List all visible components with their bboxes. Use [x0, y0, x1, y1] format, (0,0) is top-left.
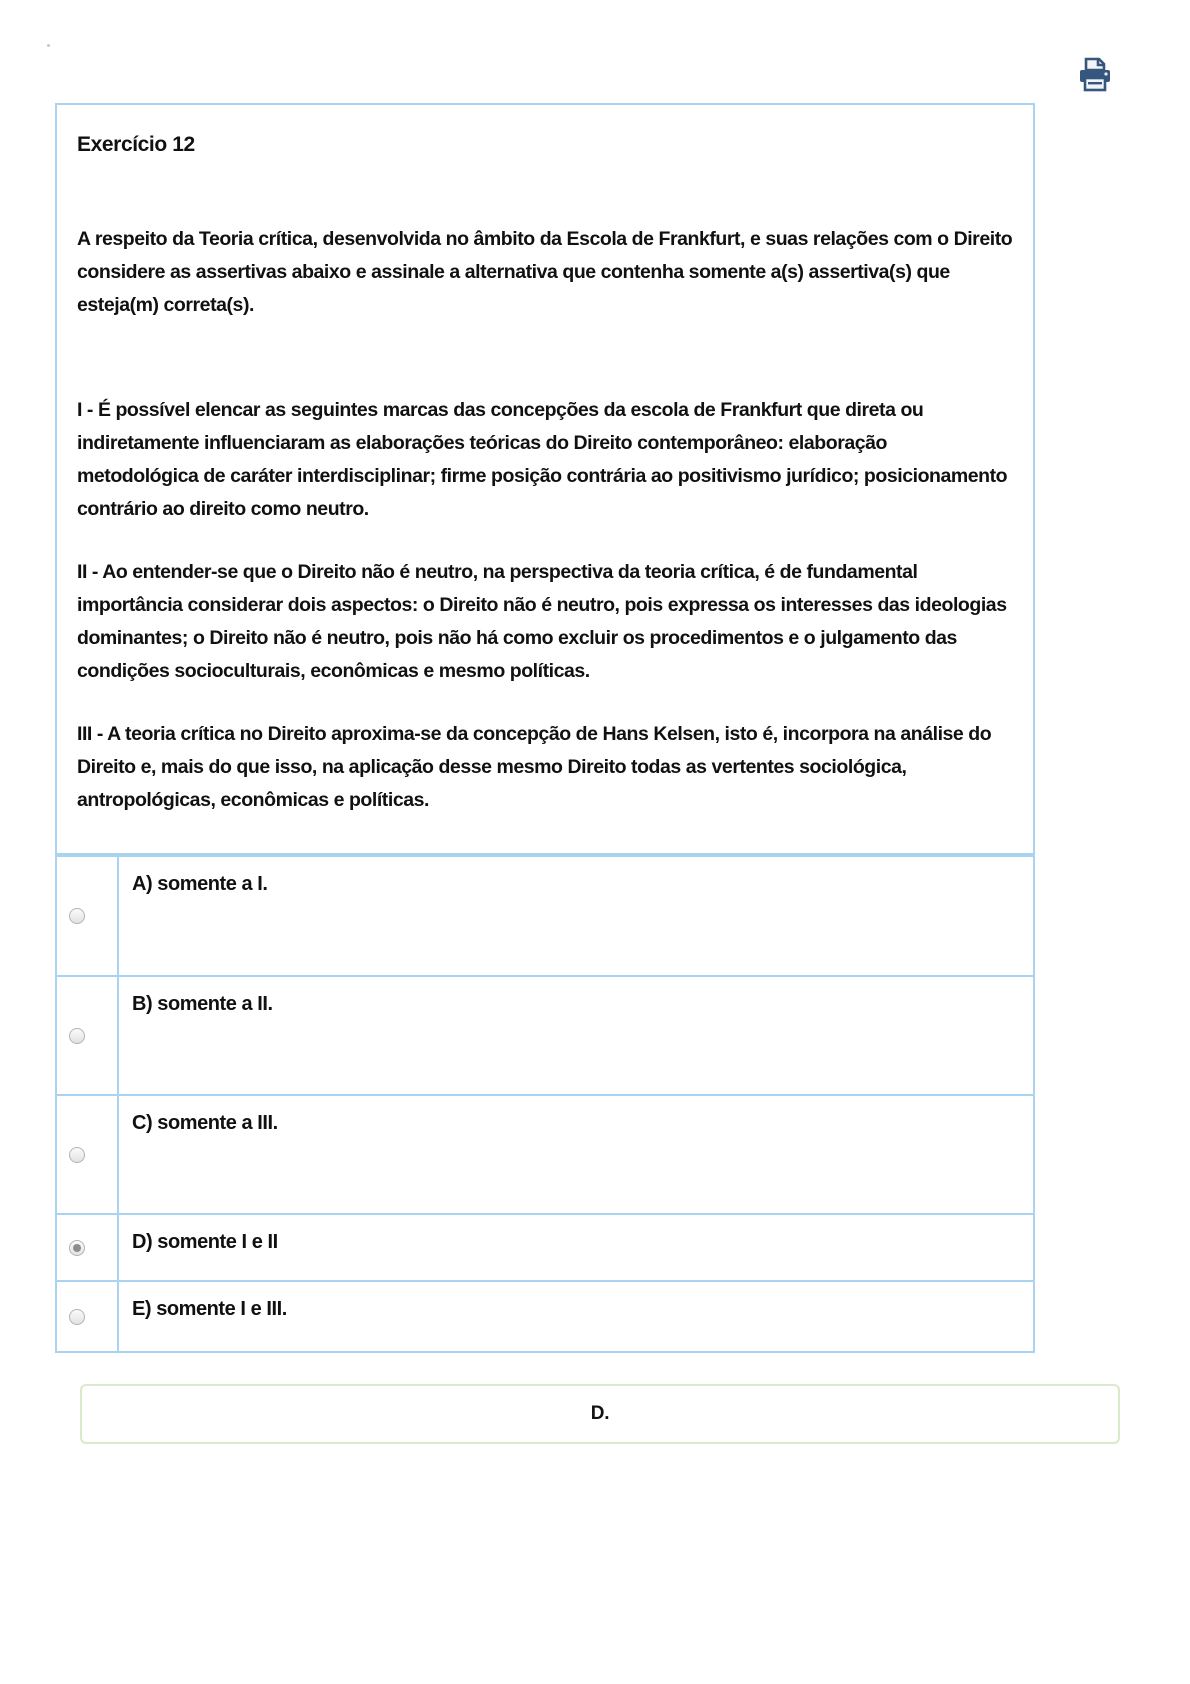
option-row-b[interactable]	[55, 975, 1035, 1096]
radio-button-c[interactable]	[69, 1147, 85, 1163]
question-text: A respeito da Teoria crítica, desenvolvida no âmbito da Escola de Frankfurt, e suas relações com o Direito considere as assertivas abaixo e assinale a alternativa que contenha somente a(s) assertiva(s) que esteja(m) correta(s).	[77, 228, 1013, 316]
radio-button-a[interactable]	[69, 908, 85, 924]
answer-box	[80, 1384, 1120, 1444]
option-label-a: A) somente a I.	[132, 873, 268, 895]
radio-button-e[interactable]	[69, 1309, 85, 1325]
option-label-c: C) somente a III.	[132, 1112, 278, 1134]
assertion-3: III - A teoria crítica no Direito aproxima-se da concepção de Hans Kelsen, isto é, incorpora na análise do Direito e, mais do que isso, na aplicação desse mesmo Direito todas as vertentes sociológica, antropológicas, econômicas e políticas.	[77, 723, 992, 811]
exercise-title: Exercício 12	[77, 133, 195, 156]
option-label-d: D) somente I e II	[132, 1231, 278, 1253]
option-row-c[interactable]	[55, 1094, 1035, 1215]
option-row-d[interactable]	[55, 1213, 1035, 1282]
radio-cell	[57, 1282, 117, 1351]
assertion-1: I - É possível elencar as seguintes marcas das concepções da escola de Frankfurt que direta ou indiretamente influenciaram as elaborações teóricas do Direito contemporâneo: elaboração metodológica de caráter interdisciplinar; firme posição contrária ao positivismo jurídico; posicionamento contrário ao direito como neutro.	[77, 399, 1008, 520]
assertion-2: II - Ao entender-se que o Direito não é neutro, na perspectiva da teoria crítica, é de fundamental importância considerar dois aspectos: o Direito não é neutro, pois expressa os interesses das ideologias dominantes; o Direito não é neutro, pois não há como excluir os procedimentos e o julgamento das condições socioculturais, econômicas e mesmo políticas.	[77, 561, 1007, 682]
printer-icon	[1076, 56, 1114, 94]
label-cell	[117, 977, 1033, 1094]
radio-cell	[57, 857, 117, 975]
label-cell	[117, 857, 1033, 975]
option-row-a[interactable]	[55, 855, 1035, 977]
option-label-e: E) somente I e III.	[132, 1298, 287, 1320]
radio-cell	[57, 977, 117, 1094]
print-button[interactable]	[1076, 56, 1114, 94]
radio-cell	[57, 1096, 117, 1213]
options-list	[55, 855, 1035, 1353]
label-cell	[117, 1215, 1033, 1280]
exercise-card	[55, 103, 1035, 855]
answer-text: D.	[590, 1403, 610, 1424]
label-cell	[117, 1096, 1033, 1213]
page-speck	[47, 44, 50, 47]
radio-button-d[interactable]	[69, 1240, 85, 1256]
option-label-b: B) somente a II.	[132, 993, 273, 1015]
option-row-e[interactable]	[55, 1280, 1035, 1353]
radio-cell	[57, 1215, 117, 1280]
label-cell	[117, 1282, 1033, 1351]
radio-button-b[interactable]	[69, 1028, 85, 1044]
